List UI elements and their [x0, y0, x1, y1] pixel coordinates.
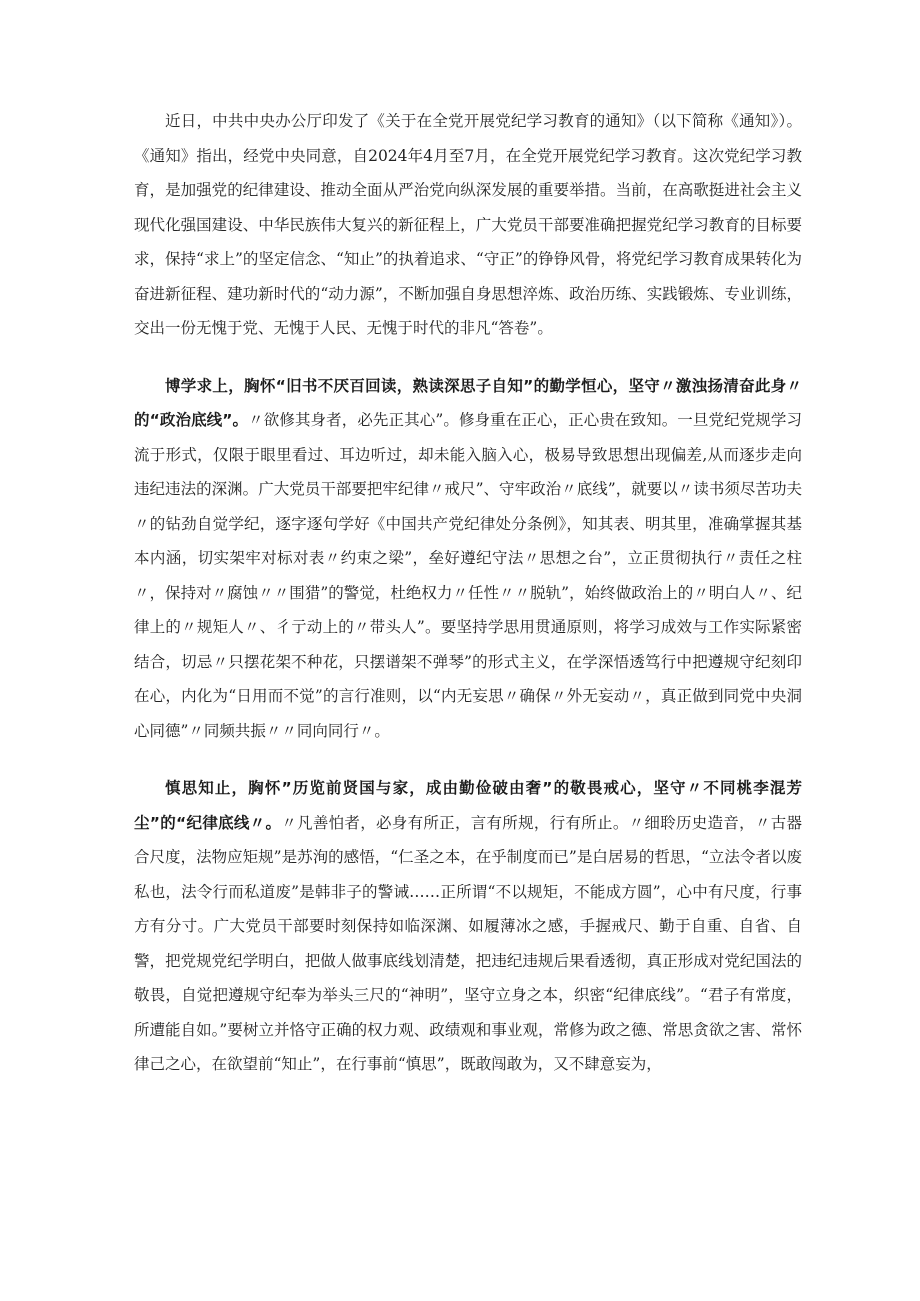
paragraph-discipline — [134, 771, 802, 1082]
paragraph-discipline-heading: 慎思知止，胸怀”历览前贤国与家，成由勤俭破由奢”的敬畏戒心，坚守〃不同桃李混芳尘”的“纪律底线〃。 — [134, 779, 802, 832]
paragraph-intro — [134, 104, 802, 346]
paragraph-study-heading: 博学求上，胸怀“旧书不厌百回读，熟读深思子自知”的勤学恒心，坚守〃激浊扬清奋此身〃的“政治底线”。 — [134, 376, 802, 429]
paragraph-study-text: 〃欲修其身者，必先正其心”。修身重在正心，正心贵在致知。一旦党纪党规学习流于形式，仅限于眼里看过、耳边听过，却未能入脑入心，极易导致思想出现偏差,从而逐步走向违纪违法的深渊。广大党员干部要把牢纪律〃戒尺”、守牢政治〃底线”，就要以〃读书须尽苦功夫〃的钻劲自觉学纪，逐字逐句学好《中国共产党纪律处分条例》，知其表、明其里，准确掌握其基本内涵，切实架牢对标对表〃约束之梁”，垒好遵纪守法〃思想之台”，立正贯彻执行〃责任之柱〃，保持对〃腐蚀〃〃围猎”的警觉，杜绝权力〃任性〃〃脱轨”，始终做政治上的〃明白人〃、纪律上的〃规矩人〃、彳亍动上的〃带头人”。要坚持学思用贯通原则，将学习成效与工作实际紧密结合，切忌〃只摆花架不种花，只摆谱架不弹琴”的形式主义，在学深悟透笃行中把遵规守纪刻印在心，内化为“日用而不觉”的言行准则，以“内无妄思〃确保〃外无妄动〃，真正做到同党中央洞心同德”〃同频共振〃〃同向同行〃。 — [134, 411, 802, 740]
paragraph-discipline-text: 〃凡善怕者，必身有所正，言有所规，行有所止。〃细聆历史造音，〃古器合尺度，法物应矩规”是苏洵的感悟，“仁圣之本，在乎制度而已”是白居易的哲思，“立法令者以废私也，法令行而私道废”是韩非子的警诫……正所谓“不以规矩，不能成方圆”，心中有尺度，行事方有分寸。广大党员干部要时刻保持如临深渊、如履薄冰之感，手握戒尺、勤于自重、自省、自警，把党规党纪学明白，把做人做事底线划清楚，把违纪违规后果看透彻，真正形成对党纪国法的敬畏，自觉把遵规守纪奉为举头三尺的“神明”，坚守立身之本，织密“纪律底线”。“君子有常度，所遭能自如。”要树立并恪守正确的权力观、政绩观和事业观，常修为政之德、常思贪欲之害、常怀律己之心，在欲望前“知止”，在行事前“慎思”，既敢闯敢为，又不肆意妄为， — [134, 813, 802, 1073]
paragraph-study — [134, 369, 802, 749]
paragraph-intro-text: 近日，中共中央办公厅印发了《关于在全党开展党纪学习教育的通知》（以下简称《通知》）。《通知》指出，经党中央同意，自2024年4月至7月，在全党开展党纪学习教育。这次党纪学习教育，是加强党的纪律建设、推动全面从严治党向纵深发展的重要举措。当前，在高歌挺进社会主义现代化强国建设、中华民族伟大复兴的新征程上，广大党员干部要准确把握党纪学习教育的目标要求，保持“求上”的坚定信念、“知止”的执着追求、“守正”的铮铮风骨，将党纪学习教育成果转化为奋进新征程、建功新时代的“动力源”，不断加强自身思想淬炼、政治历练、实践锻炼、专业训练，交出一份无愧于党、无愧于人民、无愧于时代的非凡“答卷”。 — [134, 112, 802, 337]
